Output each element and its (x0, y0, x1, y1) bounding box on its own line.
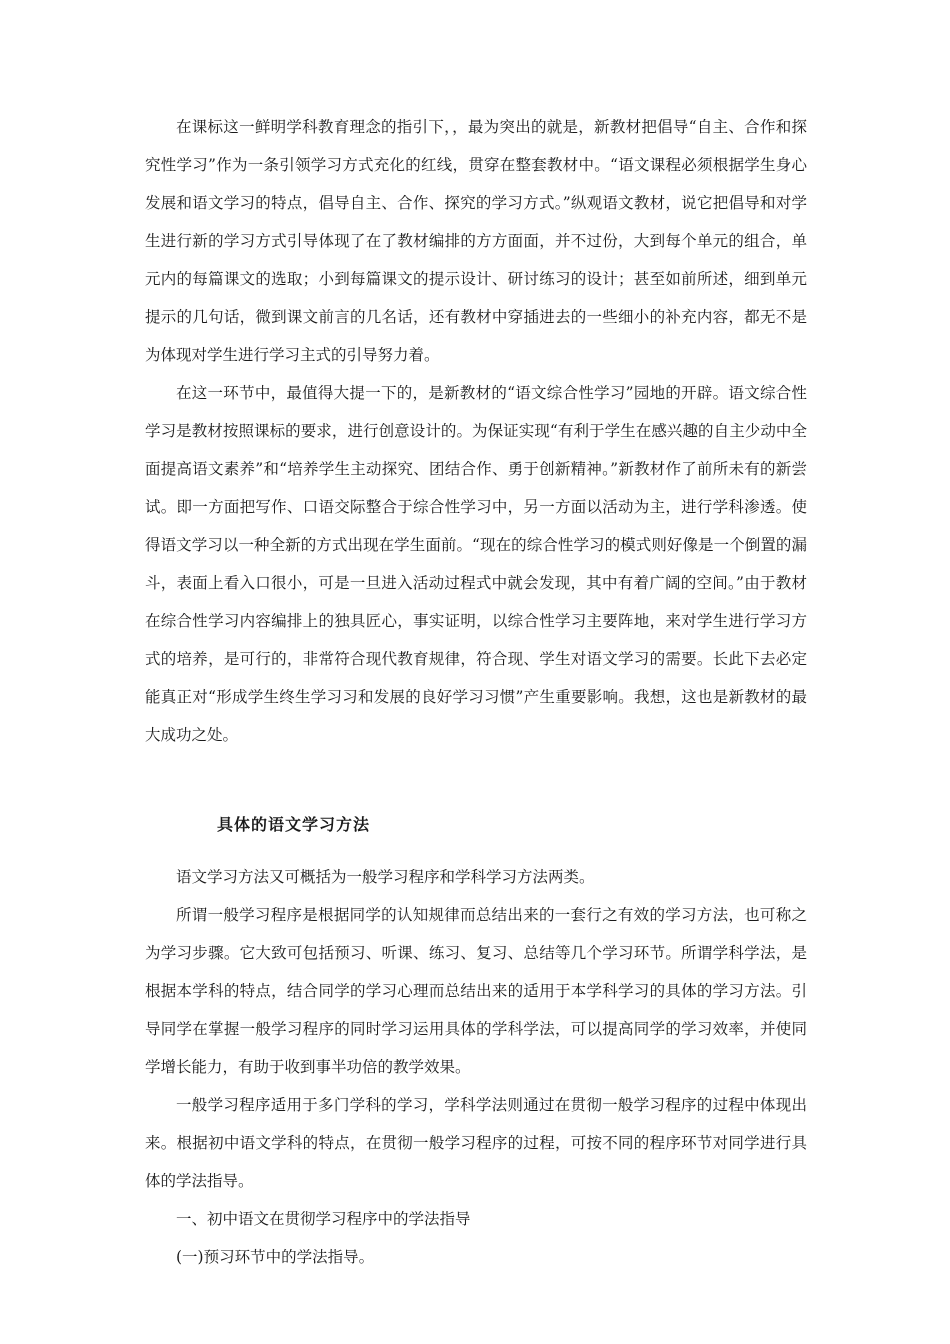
body-paragraph-general-procedure: 所谓一般学习程序是根据同学的认知规律而总结出来的一套行之有效的学习方法，也可称之为学习步骤。它大致可包括预习、听课、练习、复习、总结等几个学习环节。所谓学科学法，是根据本学科的特点，结合同学的学习心理而总结出来的适用于本学科学习的具体的学习方法。引导同学在掌握一般学习程序的同时学习运用具体的学科学法，可以提高同学的学习效率，并使同学增长能力，有助于收到事半功倍的教学效果。 (145, 906, 807, 1076)
body-paragraph-comprehensive-learning: 在这一环节中，最值得大提一下的，是新教材的“语文综合性学习”园地的开辟。语文综合性学习是教材按照课标的要求，进行创意设计的。为保证实现“有利于学生在感兴趣的自主少动中全面提高语文素养”和“培养学生主动探究、团结合作、勇于创新精神。”新教材作了前所未有的新尝试。即一方面把写作、口语交际整合于综合性学习中，另一方面以活动为主，进行学科渗透。使得语文学习以一种全新的方式出现在学生面前。“现在的综合性学习的模式则好像是一个倒置的漏斗，表面上看入口很小，可是一旦进入活动过程式中就会发现，其中有着广阔的空间。”由于教材在综合性学习内容编排上的独具匠心，事实证明，以综合性学习主要阵地，来对学生进行学习方式的培养，是可行的，非常符合现代教育规律，符合现、学生对语文学习的需要。长此下去必定能真正对“形成学生终生学习习和发展的良好学习习惯”产生重要影响。我想，这也是新教材的最大成功之处。 (145, 384, 807, 744)
body-paragraph-learning-methods: 在课标这一鲜明学科教育理念的指引下，，最为突出的就是，新教材把倡导“自主、合作和探究性学习”作为一条引领学习方式充化的红线，贯穿在整套教材中。“语文课程必须根据学生身心发展和语文学习的特点，倡导自主、合作、探究的学习方式。”纵观语文教材，说它把倡导和对学生进行新的学习方式引导体现了在了教材编排的方方面面，并不过份，大到每个单元的组合，单元内的每篇课文的选取；小到每篇课文的提示设计、研讨练习的设计；甚至如前所述，细到单元提示的几句话，微到课文前言的几名话，还有教材中穿插进去的一些细小的补充内容，都无不是为体现对学生进行学习主式的引导努力着。 (145, 118, 807, 364)
body-paragraph-subject-method: 一般学习程序适用于多门学科的学习，学科学法则通过在贯彻一般学习程序的过程中体现出来。根据初中语文学科的特点，在贯彻一般学习程序的过程，可按不同的程序环节对同学进行具体的学法指导。 (145, 1096, 807, 1190)
document-page (145, 108, 807, 1276)
body-paragraph-intro: 语文学习方法又可概括为一般学习程序和学科学习方法两类。 (176, 868, 595, 886)
outline-subitem-1: (一)预习环节中的学法指导。 (176, 1248, 375, 1266)
outline-item-1: 一、初中语文在贯彻学习程序中的学法指导 (176, 1210, 471, 1228)
section-heading: 具体的语文学习方法 (217, 815, 371, 834)
